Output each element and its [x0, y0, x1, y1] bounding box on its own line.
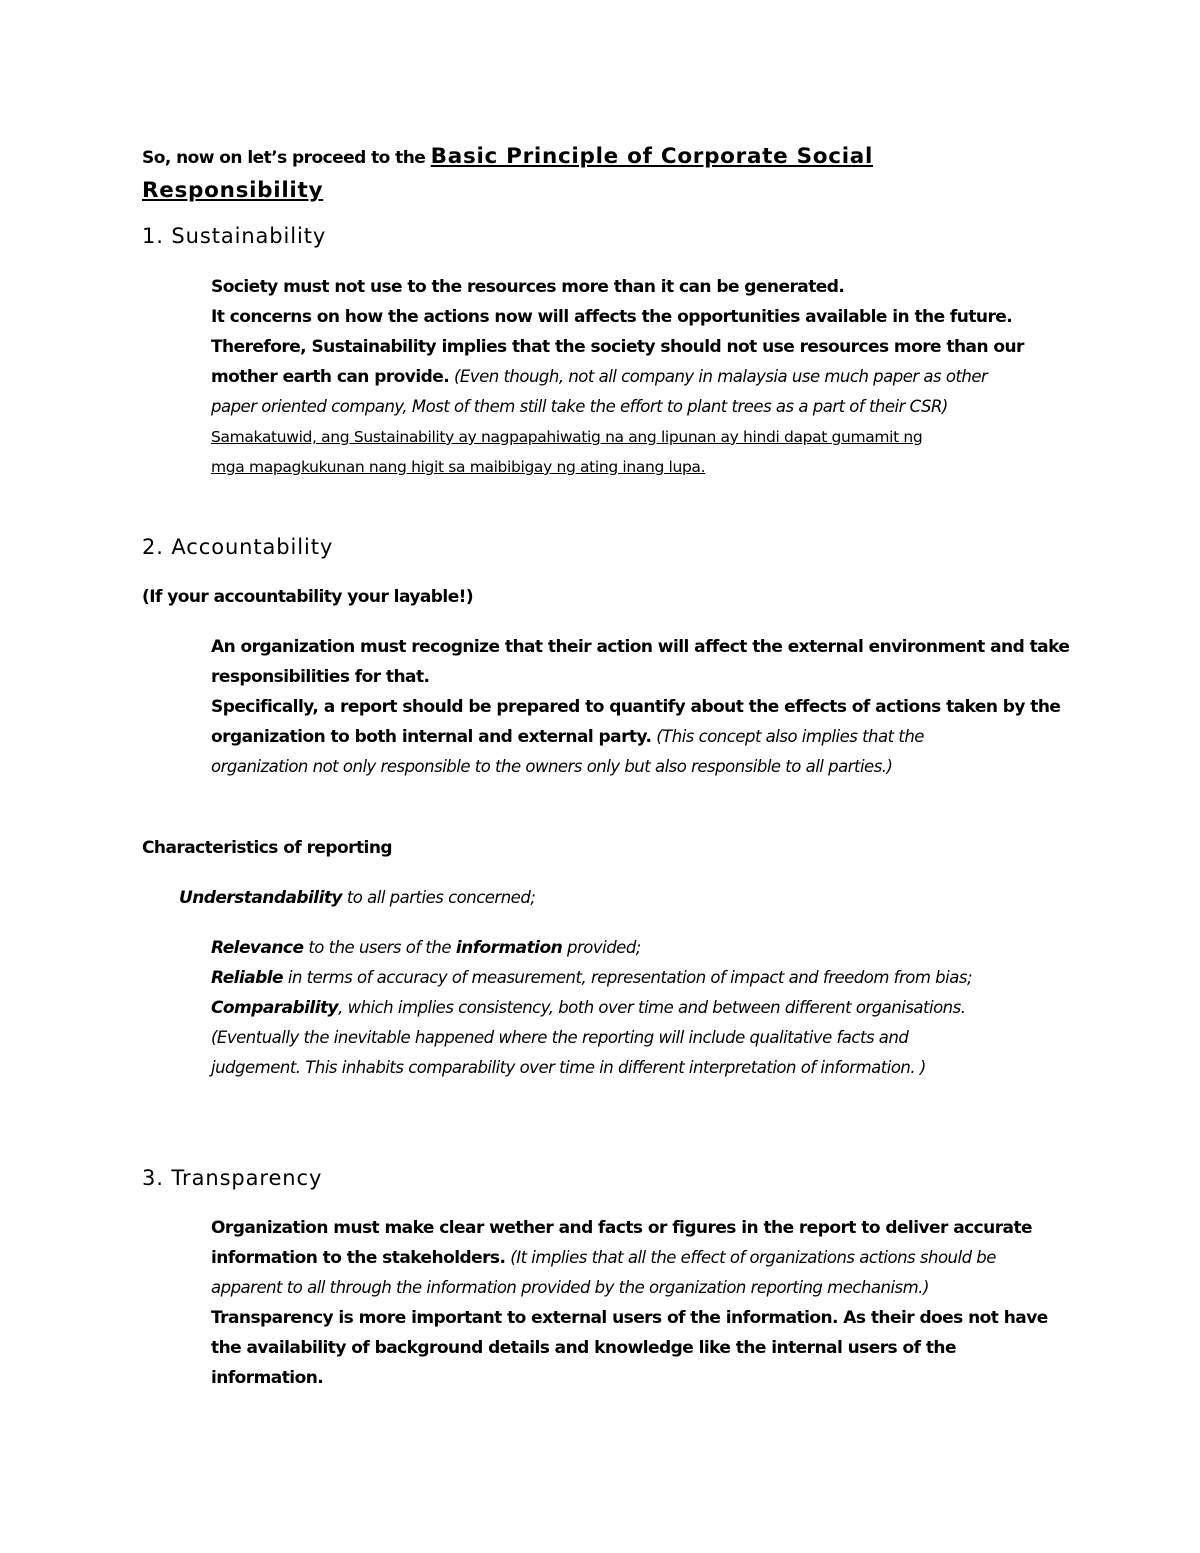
tagalog-translation-1: Samakatuwid, ang Sustainability ay nagpapahiwatig na ang lipunan ay hindi dapat gumamit ng: [211, 428, 923, 446]
understandability-term: Understandability: [179, 888, 342, 908]
transparency-line-1: Organization must make clear wether and facts or figures in the report to deliver accurate: [211, 1218, 1033, 1238]
reliable-term: Reliable: [211, 968, 284, 988]
accountability-note-1: (This concept also implies that the: [656, 727, 924, 746]
tagalog-translation-2: mga mapagkukunan nang higit sa maibibigay ng ating inang lupa.: [211, 458, 706, 476]
relevance-information: information: [455, 938, 563, 958]
accountability-body: [211, 632, 1069, 782]
transparency-note-2: apparent to all through the information provided by the organization reporting mechanism.): [211, 1278, 929, 1297]
section-heading-transparency: 3. Transparency: [142, 1166, 323, 1190]
transparency-body: [211, 1213, 1048, 1393]
transparency-line-6: information.: [211, 1368, 324, 1388]
sustainability-line-1: Society must not use to the resources more than it can be generated.: [211, 277, 845, 297]
accountability-note: (If your accountability your layable!): [142, 587, 474, 607]
accountability-note-2: organization not only responsible to the owners only but also responsible to all parties.): [211, 757, 893, 776]
characteristics-note-2: judgement. This inhabits comparability over time in different interpretation of information. ): [211, 1058, 926, 1077]
reliable-text: in terms of accuracy of measurement, representation of impact and freedom from bias;: [287, 968, 973, 987]
comparability-item: [211, 993, 972, 1023]
relevance-term: Relevance: [211, 938, 304, 958]
comparability-text: , which implies consistency, both over time and between different organisations.: [338, 998, 966, 1017]
transparency-note-1: (It implies that all the effect of organizations actions should be: [510, 1248, 996, 1267]
characteristics-heading: Characteristics of reporting: [142, 838, 393, 858]
intro-lead: So, now on let’s proceed to the: [142, 148, 431, 168]
page-title-continued: Responsibility: [142, 178, 324, 203]
relevance-item: [211, 933, 972, 963]
sustainability-line-4: mother earth can provide.: [211, 367, 450, 387]
section-heading-sustainability: 1. Sustainability: [142, 224, 327, 248]
sustainability-note-2: paper oriented company, Most of them still take the effort to plant trees as a part of their CSR): [211, 397, 948, 416]
characteristics-list: [211, 933, 972, 1083]
relevance-end: provided;: [567, 938, 641, 957]
understandability-item: [179, 883, 535, 913]
sustainability-body: [211, 272, 1024, 482]
transparency-line-5: the availability of background details and knowledge like the internal users of the: [211, 1338, 956, 1358]
sustainability-line-3: Therefore, Sustainability implies that the society should not use resources more than our: [211, 337, 1024, 357]
comparability-term: Comparability: [211, 998, 339, 1018]
reliable-item: [211, 963, 972, 993]
characteristics-note-1: (Eventually the inevitable happened where the reporting will include qualitative facts and: [211, 1028, 909, 1047]
sustainability-note-1: (Even though, not all company in malaysia use much paper as other: [453, 367, 988, 386]
transparency-line-4: Transparency is more important to external users of the information. As their does not have: [211, 1308, 1048, 1328]
relevance-text: to the users of the: [308, 938, 452, 957]
understandability-text: to all parties concerned;: [346, 888, 536, 907]
section-heading-accountability: 2. Accountability: [142, 535, 334, 559]
intro-title-block: [142, 141, 873, 208]
transparency-line-2: information to the stakeholders.: [211, 1248, 506, 1268]
page-title: Basic Principle of Corporate Social: [430, 144, 874, 169]
accountability-line-1: An organization must recognize that their action will affect the external environment and take: [211, 637, 1070, 657]
accountability-line-2: responsibilities for that.: [211, 667, 430, 687]
accountability-line-4: organization to both internal and external party.: [211, 727, 652, 747]
sustainability-line-2: It concerns on how the actions now will affects the opportunities available in the future.: [211, 307, 1013, 327]
accountability-line-3: Specifically, a report should be prepared to quantify about the effects of actions taken by the: [211, 697, 1061, 717]
